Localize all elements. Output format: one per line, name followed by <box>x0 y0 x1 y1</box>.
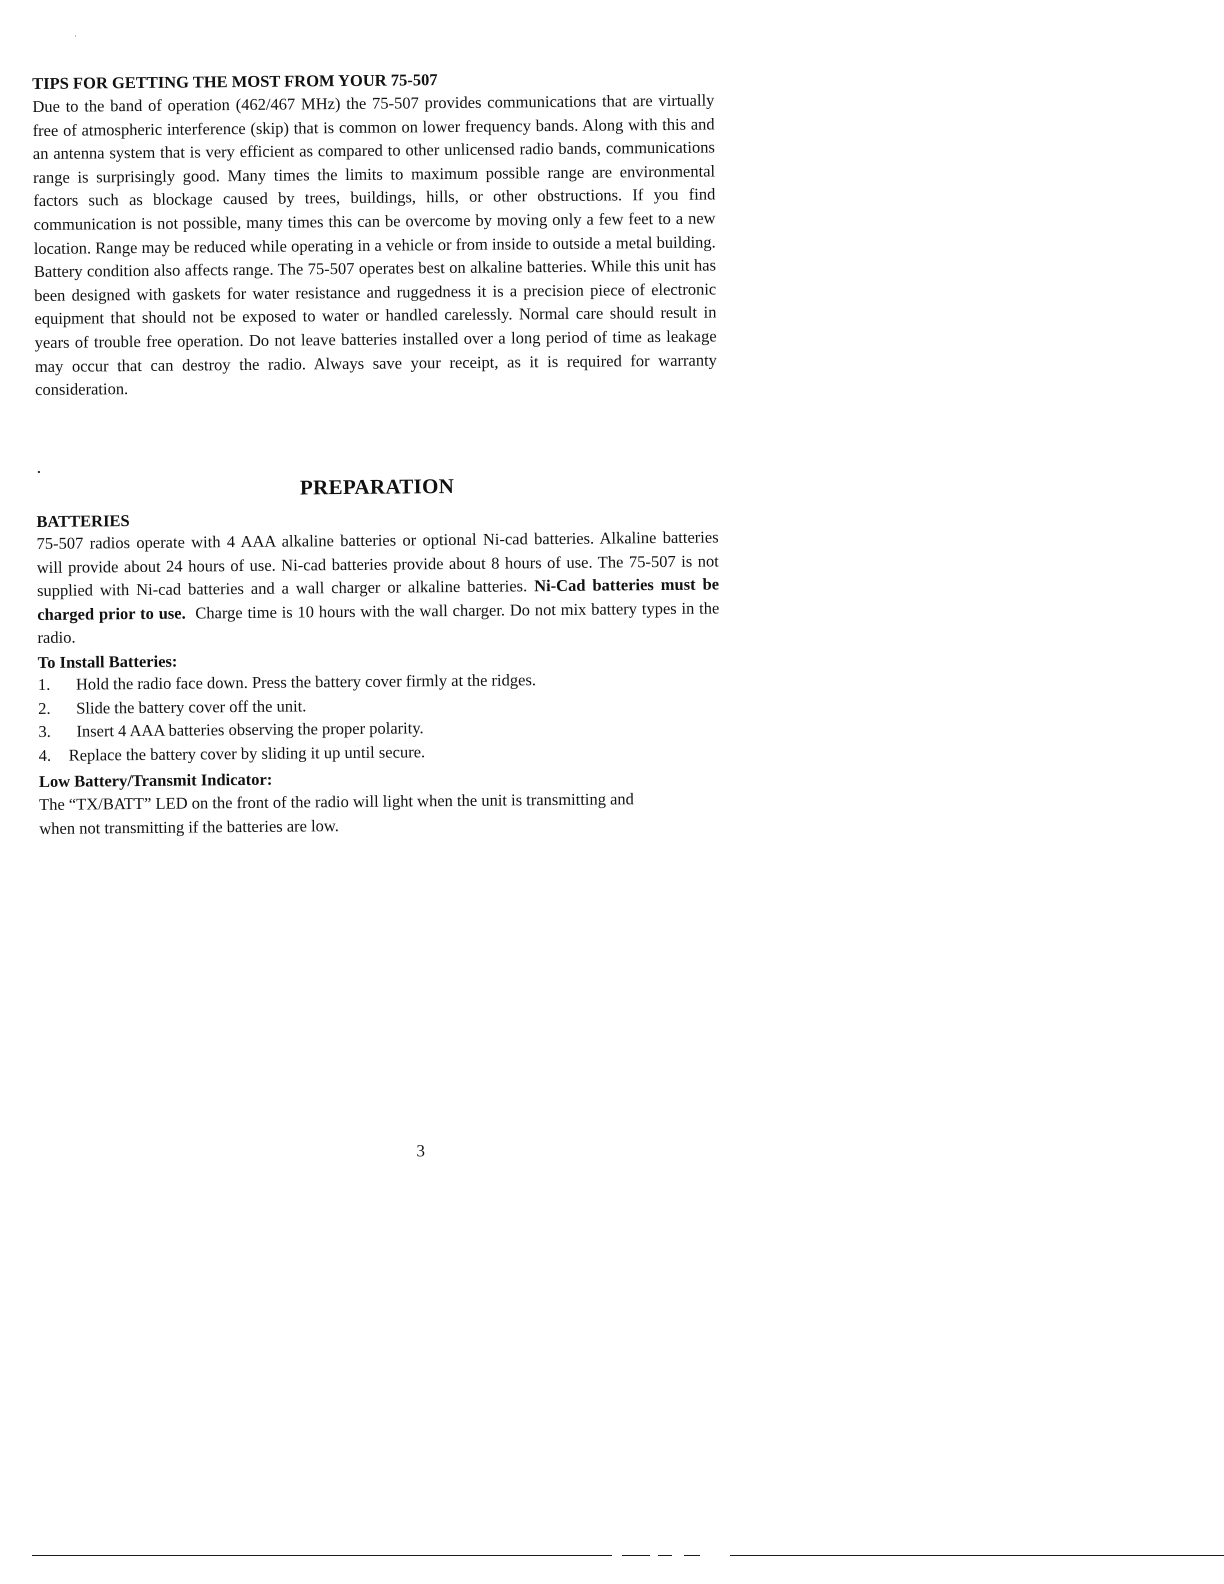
batteries-paragraph <box>36 525 719 650</box>
install-heading: To Install Batteries: <box>37 651 178 672</box>
batteries-text-2: Charge time is 10 hours with the wall charger. Do not mix battery types in the radio. <box>37 598 720 648</box>
low-battery-paragraph: The “TX/BATT” LED on the front of the radio will light when the unit is transmitting and when not transmitting if the batteries are low. <box>39 789 634 838</box>
step-number: 2. <box>38 698 51 718</box>
step-text: Slide the battery cover off the unit. <box>76 695 307 718</box>
step-text: Replace the battery cover by sliding it up until secure. <box>68 742 426 765</box>
line-gap <box>672 1553 684 1558</box>
manual-page <box>32 57 720 1161</box>
line-gap <box>700 1553 730 1558</box>
batteries-heading: BATTERIES <box>36 511 130 531</box>
scan-speck <box>75 35 76 37</box>
step-number: 4. <box>38 745 52 765</box>
step-text: Insert 4 AAA batteries observing the proper polarity. <box>76 718 424 741</box>
step-number: 3. <box>38 722 51 742</box>
step-text: Hold the radio face down. Press the battery cover firmly at the ridges. <box>75 670 537 694</box>
low-battery-heading: Low Battery/Transmit Indicator: <box>38 769 273 791</box>
tips-paragraph: Due to the band of operation (462/467 MHz) the 75-507 provides communications that are virtually free of atmospheric interference (skip) that is common on lower frequency bands. Along with this and an antenna system that is very efficient as compared to other unlicensed radio bands, communications range is surprisingly good. Many times the limits to maximum possible range are environmental factors such as blockage caused by trees, buildings, hills, or other obstructions. If you find communication is not possible, many times this can be overcome by moving only a few feet to a new location. Range may be reduced while operating in a vehicle or from inside to outside a metal building. Battery condition also affects range. The 75-507 operates best on alkaline batteries. While this unit has been designed with gaskets for water resistance and ruggedness it is a precision piece of electronic equipment that should not be exposed to water or handled carelessly. Normal care should result in years of trouble free operation. Do not leave batteries installed over a long period of time as leakage may occur that can destroy the radio. Always save your receipt, as it is required for warranty consideration. <box>32 90 717 400</box>
line-gap <box>650 1553 658 1558</box>
bottom-edge-line <box>32 1555 1224 1556</box>
tips-heading: TIPS FOR GETTING THE MOST FROM YOUR 75-507 <box>32 70 438 93</box>
nicad-warning: Ni-Cad batteries must be charged prior to use. <box>37 574 720 624</box>
stray-dot <box>38 471 40 473</box>
step-number: 1. <box>37 674 51 694</box>
install-steps <box>38 666 721 767</box>
batteries-text-1: 75-507 radios operate with 4 AAA alkaline batteries or optional Ni-cad batteries. Alkaline batteries will provide about 24 hours of use. Ni-cad batteries provide about 8 hours of use. The 75-507 is not supplied with Ni-cad batteries and a wall charger or alkaline batteries. <box>36 527 719 601</box>
line-gap <box>612 1553 622 1558</box>
page-number: 3 <box>416 1141 426 1161</box>
section-title: PREPARATION <box>299 473 455 500</box>
